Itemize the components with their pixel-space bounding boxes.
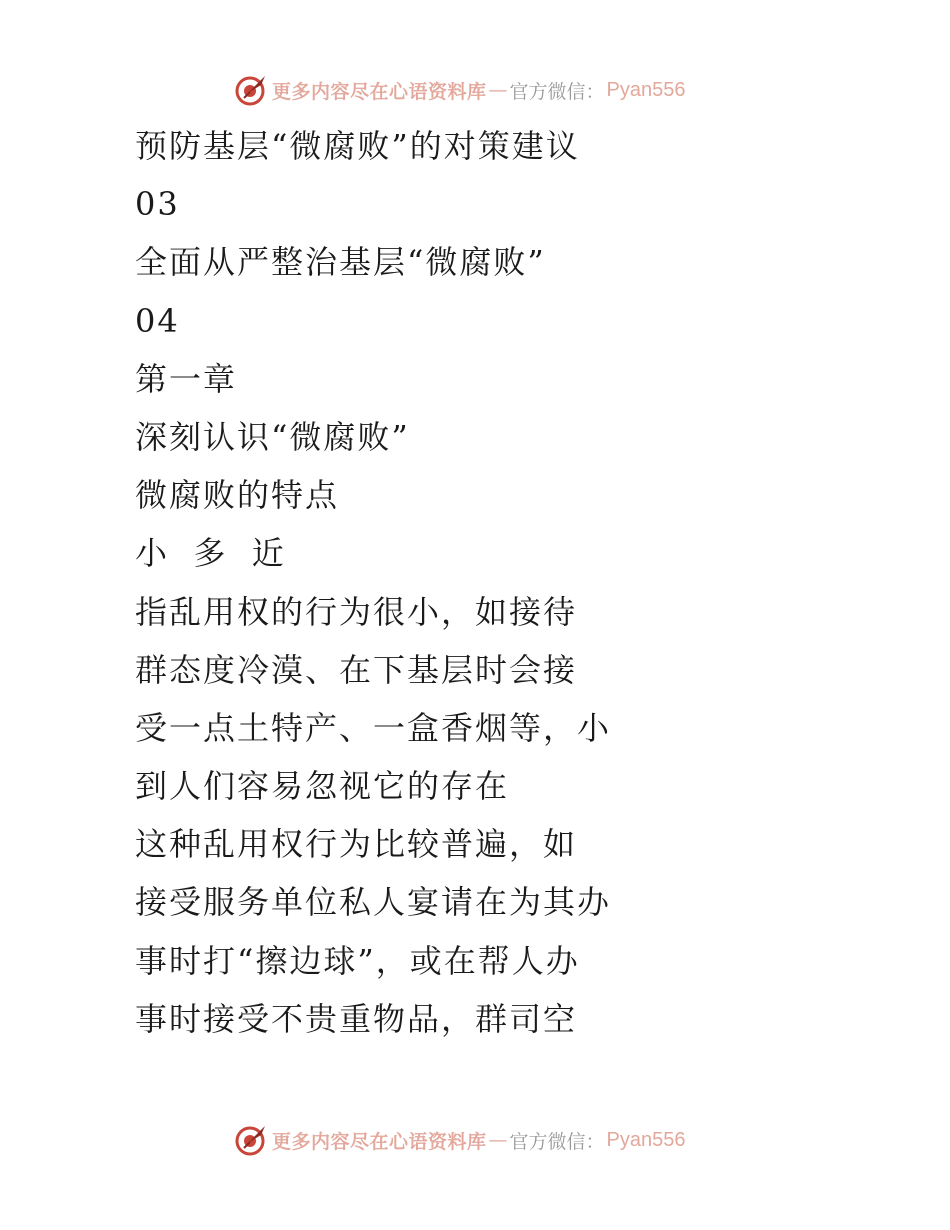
watermark-brand: 更多内容尽在心语资料库 xyxy=(272,80,487,103)
text-line: 事时打“擦边球”，或在帮人办 xyxy=(135,941,580,980)
text-line: 03 xyxy=(135,185,180,224)
document-body xyxy=(135,117,635,1048)
text-line: 小 多 近 xyxy=(135,534,286,573)
watermark-footer xyxy=(234,1122,714,1158)
text-line: 微腐败的特点 xyxy=(135,476,340,515)
watermark-wechat-id: Pyan556 xyxy=(606,78,686,101)
text-line: 指乱用权的行为很小，如接待 xyxy=(135,592,578,631)
text-line: 深刻认识“微腐败” xyxy=(135,417,410,456)
watermark-official: 官方微信： xyxy=(509,80,605,103)
text-line: 预防基层“微腐败”的对策建议 xyxy=(135,127,580,165)
text-line: 事时接受不贵重物品，群司空 xyxy=(135,999,578,1038)
text-line: 04 xyxy=(135,301,180,340)
watermark-brand: 更多内容尽在心语资料库 xyxy=(272,1130,487,1153)
text-line: 接受服务单位私人宴请在为其办 xyxy=(135,883,612,922)
text-line: 第一章 xyxy=(135,359,238,398)
watermark-dash: — xyxy=(488,1129,508,1151)
watermark-dash: — xyxy=(488,79,508,101)
quill-logo-icon xyxy=(234,1123,268,1157)
text-line: 到人们容易忽视它的存在 xyxy=(135,767,510,806)
watermark-header xyxy=(234,72,714,108)
text-line: 全面从严整治基层“微腐败” xyxy=(135,243,546,282)
text-line: 受一点土特产、一盒香烟等，小 xyxy=(135,708,612,747)
text-line: 群态度冷漠、在下基层时会接 xyxy=(135,650,578,689)
watermark-official: 官方微信： xyxy=(509,1130,605,1153)
quill-logo-icon xyxy=(234,73,268,107)
text-line: 这种乱用权行为比较普遍，如 xyxy=(135,825,578,864)
watermark-wechat-id: Pyan556 xyxy=(606,1128,686,1151)
